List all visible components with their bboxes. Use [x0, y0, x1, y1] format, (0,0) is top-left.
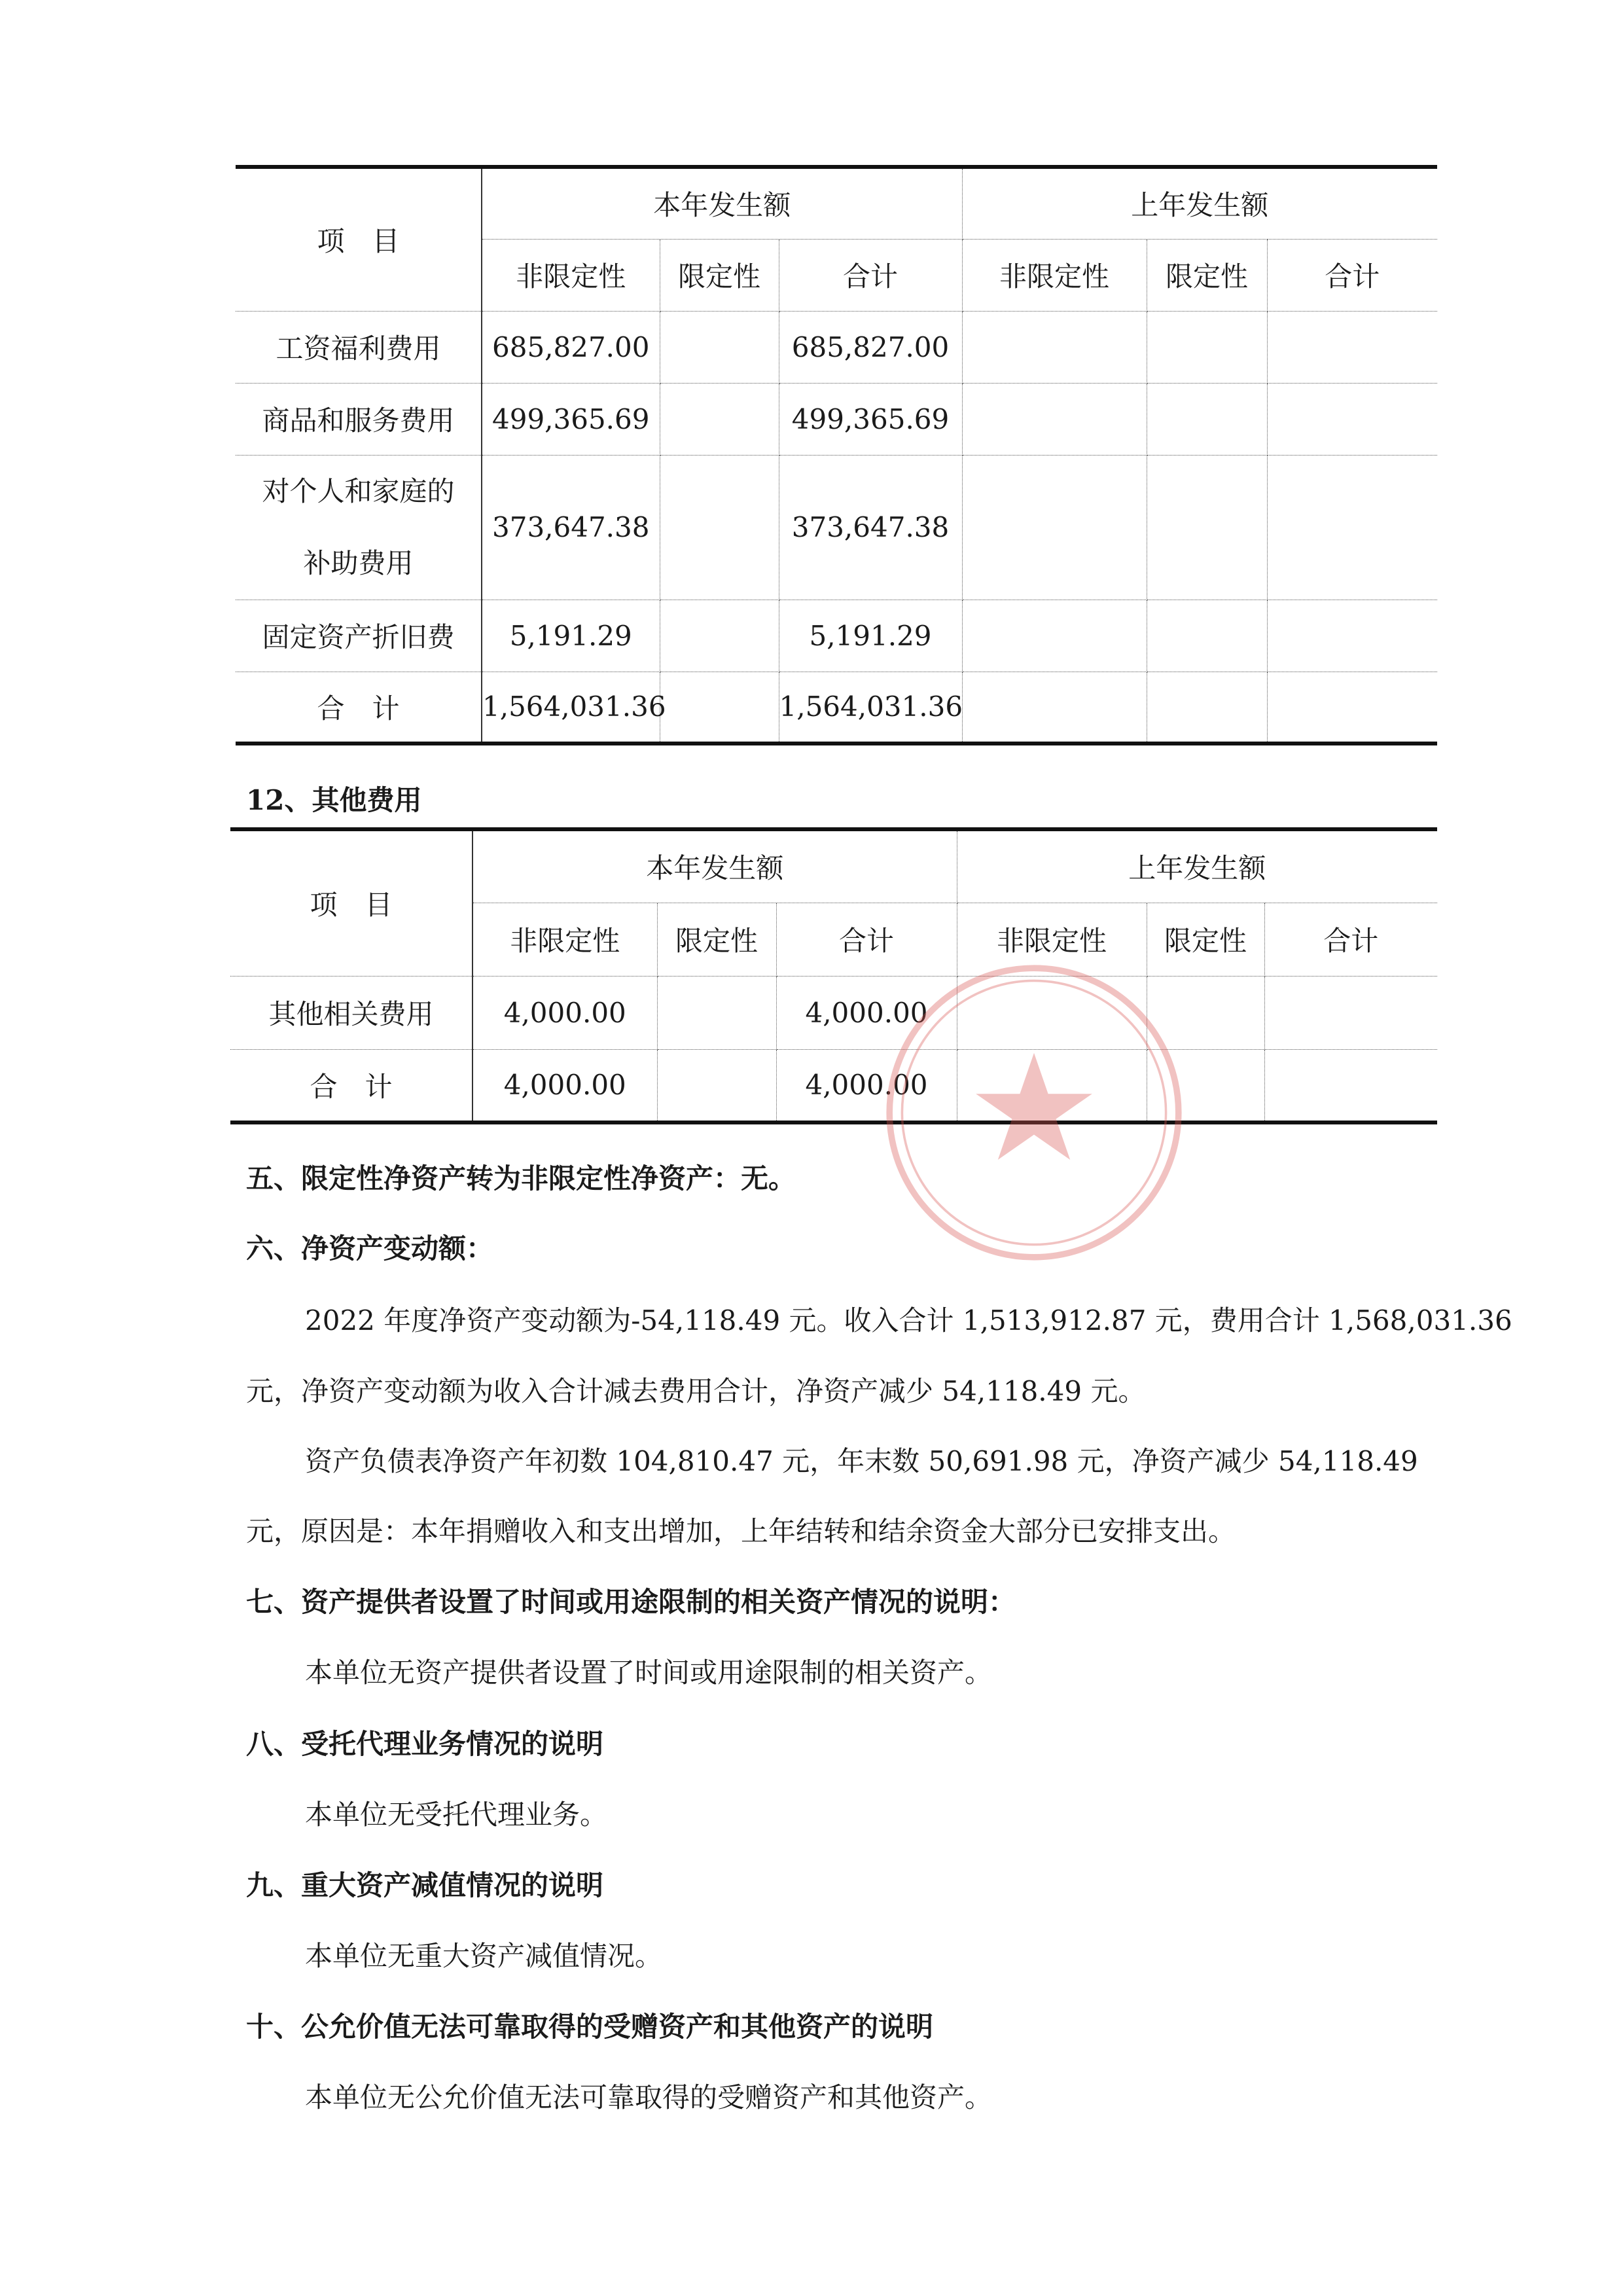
total-unrestricted: 1,564,031.36 — [482, 672, 660, 744]
total-prior-restricted — [1147, 672, 1267, 744]
col-restricted: 限定性 — [657, 903, 776, 976]
row-unrestricted: 4,000.00 — [473, 976, 657, 1049]
table-row — [230, 976, 1437, 1049]
current-year-header: 本年发生额 — [473, 829, 957, 903]
row-restricted — [657, 976, 776, 1049]
table-row — [236, 600, 1437, 672]
col-unrestricted: 非限定性 — [473, 903, 657, 976]
section-8-body: 本单位无受托代理业务。 — [305, 1799, 608, 1831]
section-5: 五、限定性净资产转为非限定性净资产：无。 — [246, 1162, 796, 1194]
section-7-title: 七、资产提供者设置了时间或用途限制的相关资产情况的说明： — [246, 1586, 1016, 1618]
total-total: 4,000.00 — [776, 1049, 957, 1122]
row-item-line1: 对个人和家庭的 — [262, 475, 455, 507]
row-restricted — [660, 383, 779, 455]
total-prior-unrestricted — [962, 672, 1147, 744]
section-8-title: 八、受托代理业务情况的说明 — [246, 1728, 604, 1760]
table-row — [236, 455, 1437, 600]
row-item: 其他相关费用 — [230, 976, 473, 1049]
col-restricted: 限定性 — [660, 239, 779, 311]
row-prior-total — [1264, 976, 1437, 1049]
col-restricted-prior: 限定性 — [1147, 239, 1267, 311]
total-restricted — [660, 672, 779, 744]
row-prior-restricted — [1147, 311, 1267, 383]
row-prior-total — [1267, 383, 1437, 455]
total-restricted — [657, 1049, 776, 1122]
total-label: 合 计 — [230, 1049, 473, 1122]
section-12-title: 12、其他费用 — [246, 784, 422, 816]
item-header: 项 目 — [236, 167, 482, 311]
table-row — [236, 311, 1437, 383]
row-unrestricted: 5,191.29 — [482, 600, 660, 672]
row-restricted — [660, 455, 779, 600]
row-total: 4,000.00 — [776, 976, 957, 1049]
table-row — [236, 383, 1437, 455]
total-total: 1,564,031.36 — [779, 672, 962, 744]
col-unrestricted: 非限定性 — [482, 239, 660, 311]
row-total: 499,365.69 — [779, 383, 962, 455]
row-prior-total — [1267, 600, 1437, 672]
row-prior-unrestricted — [962, 455, 1147, 600]
section-9-title: 九、重大资产减值情况的说明 — [246, 1869, 604, 1901]
total-prior-total — [1267, 672, 1437, 744]
table-total-row — [230, 1049, 1437, 1122]
row-prior-unrestricted — [962, 311, 1147, 383]
current-year-header: 本年发生额 — [482, 167, 962, 239]
row-restricted — [660, 311, 779, 383]
row-item: 固定资产折旧费 — [236, 600, 482, 672]
row-total: 5,191.29 — [779, 600, 962, 672]
section-9-body: 本单位无重大资产减值情况。 — [305, 1940, 663, 1972]
section-6-p1-line2: 元，净资产变动额为收入合计减去费用合计，净资产减少 54,118.49 元。 — [246, 1375, 1146, 1407]
section-10-title: 十、公允价值无法可靠取得的受赠资产和其他资产的说明 — [246, 2011, 934, 2043]
col-unrestricted-prior: 非限定性 — [957, 903, 1147, 976]
row-unrestricted: 685,827.00 — [482, 311, 660, 383]
col-total-prior: 合计 — [1264, 903, 1437, 976]
row-prior-total — [1267, 455, 1437, 600]
col-total-prior: 合计 — [1267, 239, 1437, 311]
row-prior-restricted — [1147, 600, 1267, 672]
item-header: 项 目 — [230, 829, 473, 976]
col-total: 合计 — [776, 903, 957, 976]
section-6-title: 六、净资产变动额： — [246, 1232, 494, 1265]
section-10-body: 本单位无公允价值无法可靠取得的受赠资产和其他资产。 — [305, 2081, 993, 2113]
row-item — [236, 455, 482, 600]
row-item: 工资福利费用 — [236, 311, 482, 383]
row-total: 685,827.00 — [779, 311, 962, 383]
row-restricted — [660, 600, 779, 672]
row-prior-unrestricted — [962, 383, 1147, 455]
section-7-body: 本单位无资产提供者设置了时间或用途限制的相关资产。 — [305, 1657, 993, 1689]
row-item-line2: 补助费用 — [303, 547, 414, 579]
section-6-p2-line1: 资产负债表净资产年初数 104,810.47 元，年末数 50,691.98 元，净资产减少 54,118.49 — [305, 1445, 1418, 1477]
col-total: 合计 — [779, 239, 962, 311]
row-item: 商品和服务费用 — [236, 383, 482, 455]
section-6-p2-line2: 元，原因是：本年捐赠收入和支出增加，上年结转和结余资金大部分已安排支出。 — [246, 1515, 1236, 1547]
prior-year-header: 上年发生额 — [962, 167, 1437, 239]
expense-table-1 — [236, 165, 1437, 745]
prior-year-header: 上年发生额 — [957, 829, 1437, 903]
row-prior-restricted — [1147, 383, 1267, 455]
col-unrestricted-prior: 非限定性 — [962, 239, 1147, 311]
table-total-row — [236, 672, 1437, 744]
row-prior-unrestricted — [962, 600, 1147, 672]
row-prior-total — [1267, 311, 1437, 383]
expense-table-2 — [230, 827, 1437, 1124]
official-seal-icon — [877, 956, 1191, 1270]
total-unrestricted: 4,000.00 — [473, 1049, 657, 1122]
col-restricted-prior: 限定性 — [1147, 903, 1264, 976]
row-unrestricted: 499,365.69 — [482, 383, 660, 455]
row-unrestricted: 373,647.38 — [482, 455, 660, 600]
total-prior-total — [1264, 1049, 1437, 1122]
total-label: 合 计 — [236, 672, 482, 744]
section-6-p1-line1: 2022 年度净资产变动额为-54,118.49 元。收入合计 1,513,912.87 元，费用合计 1,568,031.36 — [305, 1304, 1512, 1336]
row-prior-restricted — [1147, 455, 1267, 600]
row-total: 373,647.38 — [779, 455, 962, 600]
